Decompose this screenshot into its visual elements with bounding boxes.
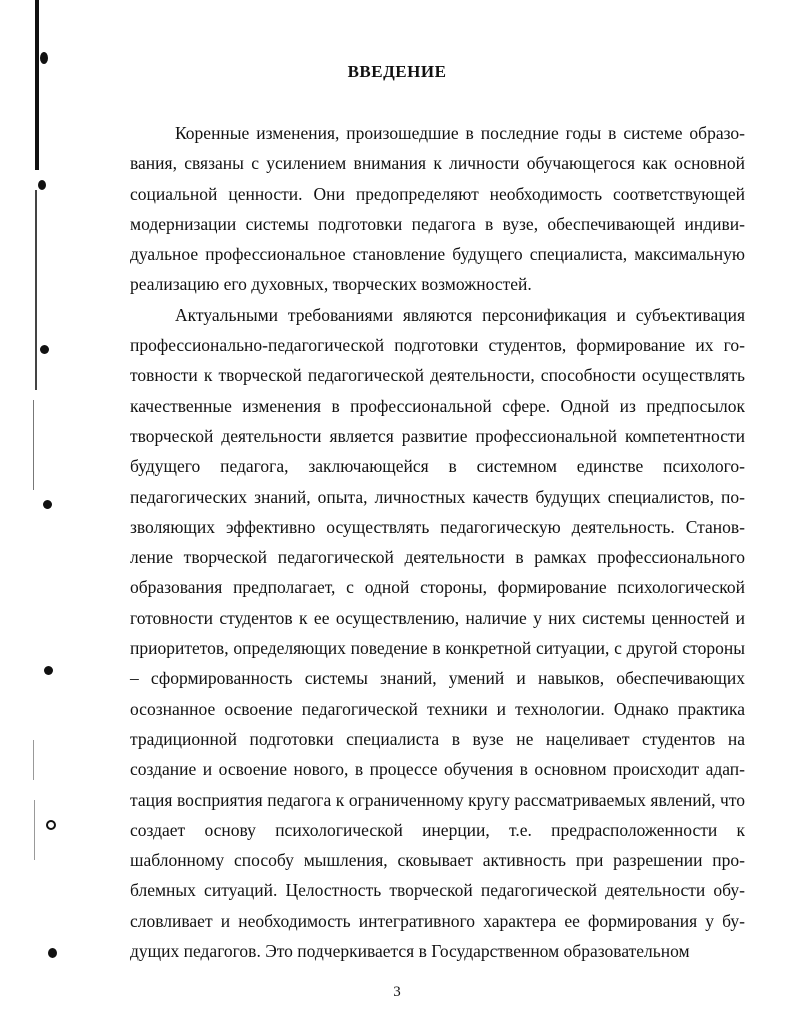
body-text xyxy=(130,118,745,966)
page-number: 3 xyxy=(393,984,401,1000)
paragraph: Актуальными требованиями являются персонификация и субъективация профессионально-педагогической подготовки студентов, формирование их готовности к творческой педагогической деятельности, способности осуществлять качественные изменения в профессиональной сфере. Одной из предпосылок творческой деятельности является развитие профессиональной компетентности будущего педагога, заключающейся в системном единстве психолого-педагогических знаний, опыта, личностных качеств будущих специалистов, позволяющих эффективно осуществлять педагогическую деятельность. Становление творческой педагогической деятельности в рамках профессионального образования предполагает, с одной стороны, формирование психологической готовности студентов к ее осуществлению, наличие у них системы ценностей и приоритетов, определяющих поведение в конкретной ситуации, с другой стороны – сформированность системы знаний, умений и навыков, обеспечивающих осознанное освоение педагогической техники и технологии. Однако практика традиционной подготовки специалиста в вузе не нацеливает студентов на создание и освоение нового, в процессе обучения в основном происходит адаптация восприятия педагога к ограниченному кругу рассматриваемых явлений, что создает основу психологической инерции, т.е. предрасположенности к шаблонному способу мышления, сковывает активность при разрешении проблемных ситуаций. Целостность творческой педагогической деятельности обусловливает и необходимость интегративного характера ее формирования у будущих педагогов. Это подчеркивается в Государственном образовательном xyxy=(130,304,745,962)
page-title: ВВЕДЕНИЕ xyxy=(347,62,447,81)
paragraph: Коренные изменения, произошедшие в последние годы в системе образования, связаны с усилением внимания к личности обучающегося как основной социальной ценности. Они предопределяют необходимость соответствующей модернизации системы подготовки педагога в вузе, обеспечивающей индивидуальное профессиональное становление будущего специалиста, максимальную реализацию его духовных, творческих возможностей. xyxy=(130,123,745,295)
